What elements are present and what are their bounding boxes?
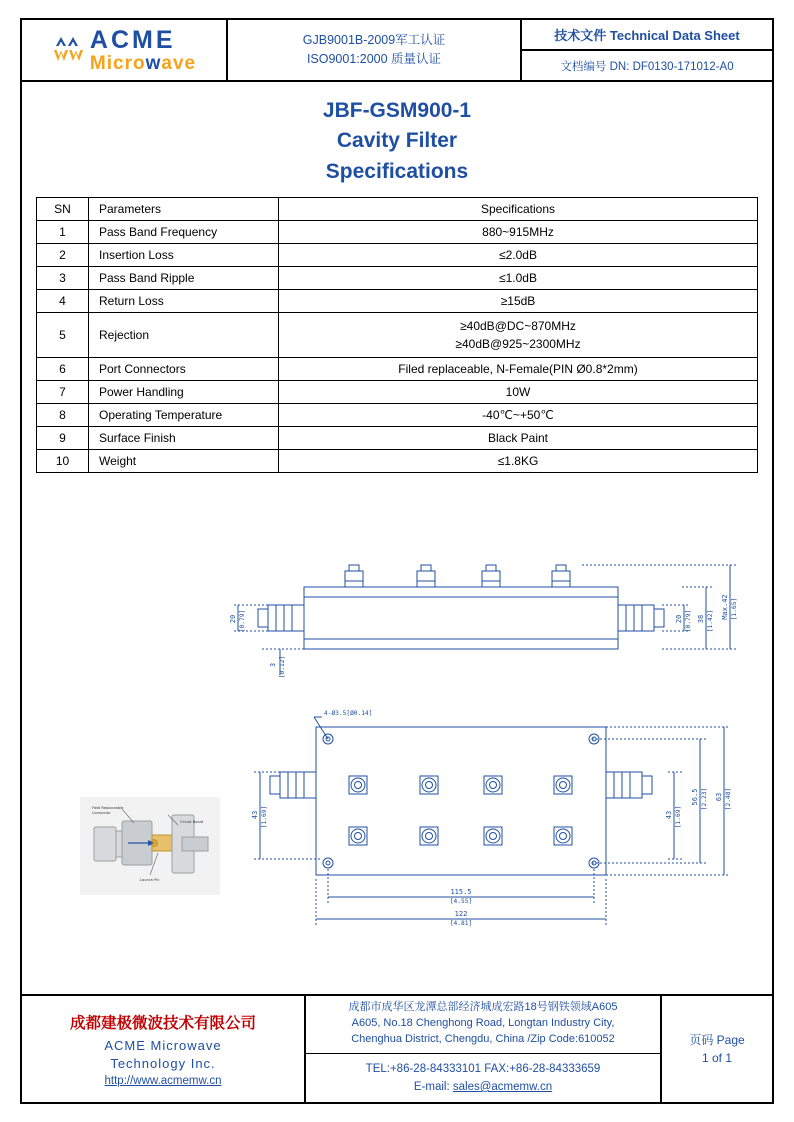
cell-spec: ≤1.8KG	[279, 450, 758, 473]
cell-spec-line1: ≥40dB@DC~870MHz	[460, 319, 576, 334]
hole-note: 4-Ø3.5[Ø0.14]	[324, 710, 373, 718]
page-label: 页码 Page	[689, 1033, 745, 1047]
svg-text:Field Replaceable: Field Replaceable	[92, 806, 124, 811]
page-title	[22, 82, 772, 195]
address-en-line2: Chenghua District, Chengdu, China /Zip Code:610052	[351, 1032, 615, 1045]
email-link[interactable]: sales@acmemw.cn	[452, 1080, 553, 1093]
connector-photo	[80, 797, 220, 895]
dim-43b-in: [1.69]	[675, 806, 682, 829]
specifications-table-wrapper	[22, 195, 772, 473]
company-name-cn: 成都建极微波技术有限公司	[69, 1014, 256, 1032]
dim-max-mm: Max.42	[721, 594, 729, 620]
cell-param: Weight	[89, 450, 279, 473]
email-label: E-mail:	[413, 1080, 453, 1093]
phone-fax: TEL:+86-28-84333101 FAX:+86-28-84333659	[365, 1062, 601, 1075]
dim-bottom-mm: 3	[269, 663, 277, 668]
page-value: 1 of 1	[701, 1051, 733, 1065]
cell-sn: 6	[37, 358, 89, 381]
table-row	[37, 381, 758, 404]
dim-1155-mm: 115.5	[450, 888, 472, 897]
title-product: Cavity Filter	[336, 129, 458, 153]
drawing-svg	[22, 479, 774, 931]
address-block	[306, 996, 660, 1054]
table-header-row	[37, 198, 758, 221]
column-header-sn: SN	[37, 198, 89, 221]
document-header	[22, 20, 772, 82]
website-link[interactable]: http://www.acmemw.cn	[104, 1075, 222, 1088]
dim-max-in: [1.65]	[731, 598, 738, 621]
dim-left-mm: 20	[229, 615, 237, 624]
table-row	[37, 313, 758, 358]
column-header-parameters: Parameters	[89, 198, 279, 221]
svg-text:Launch Pin: Launch Pin	[140, 878, 160, 883]
svg-text:Connector: Connector	[92, 811, 111, 816]
dim-1155-in: [4.55]	[449, 898, 473, 906]
cell-spec: 880~915MHz	[279, 221, 758, 244]
cell-sn: 8	[37, 404, 89, 427]
cell-param: Insertion Loss	[89, 244, 279, 267]
cell-param: Surface Finish	[89, 427, 279, 450]
cell-sn: 5	[37, 313, 89, 358]
cell-param: Pass Band Frequency	[89, 221, 279, 244]
table-row	[37, 358, 758, 381]
table-row	[37, 427, 758, 450]
dim-565-in: [2.23]	[701, 788, 708, 811]
document-number: 文档编号 DN: DF0130-171012-A0	[560, 60, 734, 73]
document-footer	[22, 994, 772, 1102]
dim-right-in: [0.79]	[685, 610, 692, 633]
specifications-table	[36, 197, 758, 473]
table-row	[37, 290, 758, 313]
svg-text:Circuit Board: Circuit Board	[180, 820, 204, 825]
cell-sn: 2	[37, 244, 89, 267]
cell-param: Operating Temperature	[89, 404, 279, 427]
cell-spec: ≥15dB	[279, 290, 758, 313]
cell-param: Return Loss	[89, 290, 279, 313]
cell-sn: 7	[37, 381, 89, 404]
dim-right-mm: 20	[675, 615, 683, 624]
table-row	[37, 244, 758, 267]
dim-height-in: [1.42]	[707, 610, 714, 633]
cell-spec: 10W	[279, 381, 758, 404]
cert-line-2: ISO9001:2000 质量认证	[306, 52, 442, 66]
table-row	[37, 221, 758, 244]
page-frame	[20, 18, 774, 1104]
company-logo	[22, 20, 228, 80]
cell-spec: Filed replaceable, N-Female(PIN Ø0.8*2mm)	[279, 358, 758, 381]
cell-param: Power Handling	[89, 381, 279, 404]
logo-acme-text: ACME	[89, 25, 176, 54]
dim-565-mm: 56.5	[691, 788, 699, 806]
footer-company	[22, 996, 306, 1102]
dim-43b-mm: 43	[665, 811, 673, 820]
dim-63-mm: 63	[715, 793, 723, 802]
column-header-specifications: Specifications	[279, 198, 758, 221]
header-right	[522, 20, 772, 80]
footer-contact	[306, 996, 662, 1102]
dim-122-in: [4.81]	[449, 920, 473, 928]
contact-block	[306, 1054, 660, 1102]
dim-43-mm: 43	[251, 811, 259, 820]
cell-spec-line2: ≥40dB@925~2300MHz	[455, 337, 581, 352]
cell-spec: -40℃~+50℃	[279, 404, 758, 427]
email-line	[414, 1078, 552, 1096]
cell-sn: 10	[37, 450, 89, 473]
title-model: JBF-GSM900-1	[322, 99, 472, 122]
cell-param: Port Connectors	[89, 358, 279, 381]
cell-spec: Black Paint	[279, 427, 758, 450]
company-name-en-line1: ACME Microwave	[104, 1037, 222, 1053]
dim-122-mm: 122	[454, 910, 468, 919]
dim-43-in: [1.69]	[261, 806, 268, 829]
cell-spec: ≤1.0dB	[279, 267, 758, 290]
logo-microwave-text: Microwave	[89, 52, 197, 74]
mechanical-drawings	[22, 479, 772, 931]
table-row	[37, 404, 758, 427]
cell-spec: ≤2.0dB	[279, 244, 758, 267]
cell-param: Rejection	[89, 313, 279, 358]
certifications	[228, 20, 522, 80]
cell-spec	[279, 313, 758, 358]
dim-bottom-in: [0.12]	[279, 656, 286, 679]
address-en-line1: A605, No.18 Chenghong Road, Longtan Industry City,	[351, 1016, 615, 1029]
cell-sn: 1	[37, 221, 89, 244]
dim-63-in: [2.48]	[725, 788, 732, 811]
title-specifications: Specifications	[325, 159, 469, 183]
company-name-en-line2: Technology Inc.	[110, 1055, 216, 1071]
dim-height-mm: 38	[697, 615, 705, 624]
cell-sn: 9	[37, 427, 89, 450]
cell-param: Pass Band Ripple	[89, 267, 279, 290]
cell-sn: 3	[37, 267, 89, 290]
table-row	[37, 267, 758, 290]
cell-sn: 4	[37, 290, 89, 313]
address-cn: 成都市成华区龙潭总部经济城成宏路18号钢铁领域A605	[348, 1001, 618, 1013]
cert-line-1: GJB9001B-2009军工认证	[302, 32, 446, 47]
table-row	[37, 450, 758, 473]
footer-page-number	[662, 996, 772, 1102]
technical-data-sheet-label: 技术文件 Technical Data Sheet	[522, 20, 772, 51]
dim-left-in: [0.79]	[239, 610, 246, 633]
acme-logo-icon	[52, 33, 86, 67]
